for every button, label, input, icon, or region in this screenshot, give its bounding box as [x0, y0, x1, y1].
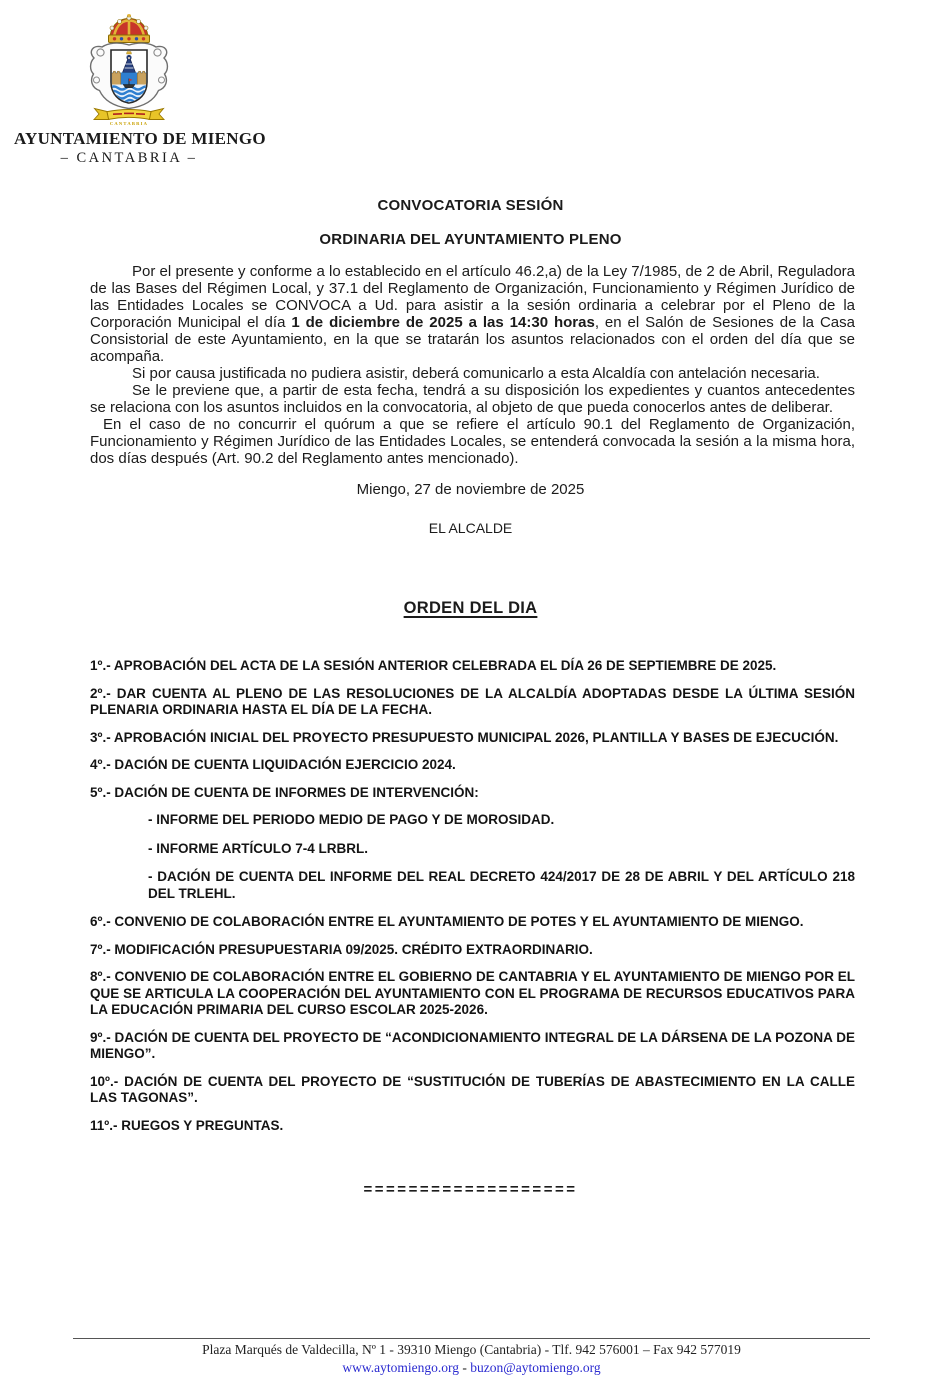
agenda-subitem-5-1: - INFORME DEL PERIODO MEDIO DE PAGO Y DE MOROSIDAD. — [148, 812, 555, 827]
signer-title: EL ALCALDE — [428, 520, 513, 536]
place-and-date: Miengo, 27 de noviembre de 2025 — [356, 481, 585, 498]
agenda-item-7: 7º.- MODIFICACIÓN PRESUPUESTARIA 09/2025. CRÉDITO EXTRAORDINARIO. — [90, 941, 593, 957]
agenda-item-11: 11º.- RUEGOS Y PREGUNTAS. — [90, 1117, 284, 1133]
document-title-line1: CONVOCATORIA SESIÓN — [377, 197, 564, 214]
footer-address: Plaza Marqués de Valdecilla, Nº 1 - 39310 Miengo (Cantabria) - Tlf. 942 576001 – Fax 942 577019 — [202, 1342, 741, 1357]
agenda-item-1: 1º.- APROBACIÓN DEL ACTA DE LA SESIÓN ANTERIOR CELEBRADA EL DÍA 26 DE SEPTIEMBRE DE 2025. — [90, 658, 777, 673]
letterhead — [14, 14, 266, 167]
end-separator: =================== — [363, 1181, 578, 1198]
agenda-list — [90, 658, 855, 1134]
agenda-item-5: 5º.- DACIÓN DE CUENTA DE INFORMES DE INTERVENCIÓN: — [90, 784, 479, 800]
agenda-item-10: 10º.- DACIÓN DE CUENTA DEL PROYECTO DE “SUSTITUCIÓN DE TUBERÍAS DE ABASTECIMIENTO EN LA CALLE LAS TAGONAS”. — [90, 1073, 855, 1105]
agenda-heading: ORDEN DEL DIA — [403, 599, 538, 617]
page-footer — [73, 1338, 870, 1376]
agenda-item-2: 2º.- DAR CUENTA AL PLENO DE LAS RESOLUCIONES DE LA ALCALDÍA ADOPTADAS DESDE LA ÚLTIMA SESIÓN PLENARIA ORDINARIA HASTA EL DÍA DE LA FECHA. — [90, 685, 855, 717]
footer-links — [73, 1360, 870, 1376]
crown-icon — [109, 14, 150, 43]
paragraph-files-available: Se le previene que, a partir de esta fecha, tendrá a su disposición los expedientes y cuantos antecedentes se relaciona con los asuntos incluidos en la convocatoria, al objeto de que pueda conocerlos antes de deliberar. — [90, 382, 855, 416]
ribbon-banner — [94, 109, 164, 127]
agenda-item-8: 8º.- CONVENIO DE COLABORACIÓN ENTRE EL GOBIERNO DE CANTABRIA Y EL AYUNTAMIENTO DE MIENGO POR EL QUE SE ARTICULA LA COOPERACIÓN DEL AYUNTAMIENTO CON EL PROGRAMA DE RECURSOS EDUCATIVOS PARA LA EDUCACIÓN PRIMARIA DEL CURSO ESCOLAR 2025-2026. — [90, 969, 855, 1017]
miengo-coat-of-arms — [77, 14, 181, 126]
footer-website-link[interactable]: www.aytomiengo.org — [342, 1360, 460, 1375]
organization-name: AYUNTAMIENTO DE MIENGO — [14, 129, 266, 148]
agenda-subitem-5-3: - DACIÓN DE CUENTA DEL INFORME DEL REAL DECRETO 424/2017 DE 28 DE ABRIL Y DEL ARTÍCULO 218 DEL TRLEHL. — [148, 869, 855, 901]
organization-region: – CANTABRIA – — [60, 150, 198, 166]
paragraph-convocation-pre: Por el presente y conforme a lo establecido en el artículo 46.2,a) de la Ley 7/1985, de 2 de Abril, Reguladora de las Bases del Régimen Local, y 37.1 del Reglamento de Organización, Funcionamiento y Régimen Jurídico de las Entidades Locales se CONVOCA a Ud. para asistir a la sesión ordinaria a celebrar por el Pleno de la Corporación Municipal el día — [90, 263, 855, 331]
footer-link-separator: - — [459, 1360, 471, 1375]
agenda-item-5-sublist — [148, 812, 855, 902]
paragraph-quorum: En el caso de no concurrir el quórum a que se refiere el artículo 90.1 del Reglamento de Organización, Funcionamiento y Régimen Jurídico de las Entidades Locales, se entenderá convocada la sesión a la misma hora, dos días después (Art. 90.2 del Reglamento antes mencionado). — [90, 416, 855, 467]
agenda-item-3: 3º.- APROBACIÓN INICIAL DEL PROYECTO PRESUPUESTO MUNICIPAL 2026, PLANTILLA Y BASES DE EJECUCIÓN. — [90, 729, 839, 745]
paragraph-absence: Si por causa justificada no pudiera asistir, deberá comunicarlo a esta Alcaldía con antelación necesaria. — [132, 365, 820, 382]
document-title-line2: ORDINARIA DEL AYUNTAMIENTO PLENO — [319, 231, 622, 248]
agenda-item-4: 4º.- DACIÓN DE CUENTA LIQUIDACIÓN EJERCICIO 2024. — [90, 757, 456, 772]
emblem-banner-caption: CANTABRIA — [109, 121, 149, 126]
document-body — [90, 263, 855, 467]
agenda-item-6: 6º.- CONVENIO DE COLABORACIÓN ENTRE EL AYUNTAMIENTO DE POTES Y EL AYUNTAMIENTO DE MIENGO. — [90, 914, 804, 929]
footer-email-link[interactable]: buzon@aytomiengo.org — [470, 1360, 601, 1375]
session-datetime: 1 de diciembre de 2025 a las 14:30 horas — [291, 314, 595, 331]
agenda-item-9: 9º.- DACIÓN DE CUENTA DEL PROYECTO DE “ACONDICIONAMIENTO INTEGRAL DE LA DÁRSENA DE LA POZONA DE MIENGO”. — [90, 1029, 855, 1061]
agenda-subitem-5-2: - INFORME ARTÍCULO 7-4 LRBRL. — [148, 840, 368, 856]
paragraph-convocation — [90, 263, 855, 365]
paragraph-convocation-post: , en el Salón de Sesiones de la Casa Consistorial de este Ayuntamiento, en la que se tratarán los asuntos relacionados con el orden del día que se acompaña. — [90, 314, 855, 365]
